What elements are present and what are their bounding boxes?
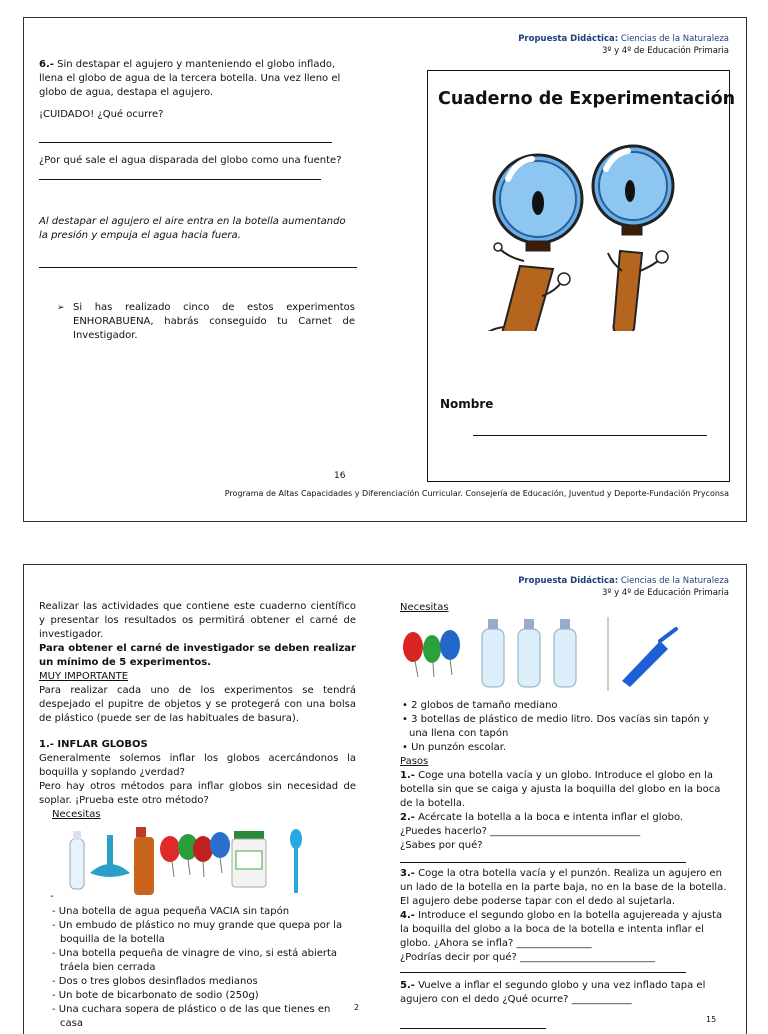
booklet-sheet-top (23, 17, 747, 522)
answer-line (39, 179, 321, 180)
step-3-number: 3.- (400, 868, 415, 879)
page-footer: Programa de Altas Capacidades y Diferenciación Curricular. Consejería de Educación, Juventud y Deporte-Fundación Pryconsa (224, 489, 729, 498)
vinegar-bottle-icon (134, 827, 154, 895)
magnifier-character-right-icon (593, 146, 673, 331)
header-subtitle: 3º y 4º de Educación Primaria (601, 46, 729, 56)
page-header (518, 575, 729, 599)
answer-line (39, 267, 357, 268)
punch-awl-icon (622, 629, 676, 687)
step-2-number: 2.- (400, 812, 415, 823)
material-item: - Un bote de bicarbonato de sodio (250g) (52, 990, 259, 1001)
step-2-text: Acércate la botella a la boca e intenta inflar el globo. (414, 812, 684, 823)
header-title-rest: Ciencias de la Naturaleza (618, 34, 729, 44)
answer-line (39, 142, 332, 143)
balloons-icon (160, 832, 230, 877)
porque-question: ¿Por qué sale el agua disparada del globo como una fuente? (39, 155, 342, 166)
header-title-bold: Propuesta Didáctica: (518, 34, 619, 44)
muy-importante-heading: MUY IMPORTANTE (39, 671, 129, 682)
experiment-1-materials-list (50, 905, 355, 1031)
material-item: • 3 botellas de plástico de medio litro. Dos vacías sin tapón y una llena con tapón (402, 714, 710, 739)
material-item: - Una botella pequeña de vinagre de vino, si está abierta tráela bien cerrada (52, 948, 338, 973)
step-1-text: Coge una botella vacía y un globo. Introduce el globo en la botella sin que se caiga y ajusta la boquilla del globo en la boca de la botella. (400, 770, 721, 809)
experiment-1-paragraph-2: Pero hay otros métodos para inflar globos sin necesidad de soplar. ¡Prueba este otro método? (39, 781, 356, 806)
intro-text: Realizar las actividades que contiene este cuaderno científico y presentar los resultados os permitirá obtener el carné de investigador. (39, 601, 356, 640)
material-item: - Dos o tres globos desinflados medianos (52, 976, 258, 987)
header-subtitle: 3º y 4º de Educación Primaria (601, 588, 729, 598)
question-6-text: Sin destapar el agujero y manteniendo el globo inflado, llena el globo de agua de la tercera botella. Una vez lleno el globo de agua, destapa el agujero. (39, 59, 341, 98)
funnel-icon (90, 835, 130, 877)
spoon-icon (290, 829, 302, 893)
page-15-column (400, 699, 730, 1029)
cover-title: Cuaderno de Experimentación (438, 89, 736, 109)
name-line (473, 435, 707, 436)
congrats-text: Si has realizado cinco de estos experimentos ENHORABUENA, habrás conseguido tu Carnet de Investigador. (73, 302, 355, 341)
step-2-question-1: ¿Puedes hacerlo? ______________________________ (400, 826, 641, 837)
header-title-rest: Ciencias de la Naturaleza (618, 576, 729, 586)
importante-text: Para realizar cada uno de los experimentos se tendrá despejado el pupitre de objetos y se protegerá con una bolsa de plástico (puede ser de las habituales de basura). (39, 685, 356, 724)
arrow-bullet-icon: ➢ (57, 303, 65, 313)
material-item: • 2 globos de tamaño mediano (402, 700, 558, 711)
baking-soda-jar-icon (232, 831, 266, 887)
step-4-question: ¿Podrías decir por qué? ___________________________ (400, 952, 655, 963)
explanation-text: Al destapar el agujero el aire entra en la botella aumentando la presión y empuja el agua hacia fuera. (39, 216, 346, 241)
step-2-question-2: ¿Sabes por qué? (400, 840, 483, 851)
necesitas-heading: Necesitas (400, 602, 449, 613)
step-5-number: 5.- (400, 980, 415, 991)
notebook-cover (427, 70, 736, 482)
requirement-text: Para obtener el carné de investigador se deben realizar un mínimo de 5 experimentos. (39, 643, 356, 668)
necesitas-heading: Necesitas (52, 809, 101, 820)
answer-line (400, 1007, 546, 1029)
name-label: Nombre (440, 397, 494, 411)
experiment-1-paragraph-1: Generalmente solemos inflar los globos acercándonos la boquilla y soplando ¿verdad? (39, 753, 356, 778)
materials-list (400, 699, 730, 755)
step-4-number: 4.- (400, 910, 415, 921)
page-number: 2 (354, 1003, 360, 1012)
page-2-column (39, 600, 356, 822)
plastic-bottles-icon (482, 619, 576, 687)
congrats-bullet (57, 301, 355, 343)
pasos-heading: Pasos (400, 756, 429, 767)
experiment-1-title: 1.- INFLAR GLOBOS (39, 739, 148, 750)
magnifier-character-left-icon (473, 155, 582, 331)
experiment-materials-illustration (400, 615, 700, 695)
header-title-bold: Propuesta Didáctica: (518, 576, 619, 586)
step-1-number: 1.- (400, 770, 415, 781)
step-3-text: Coge la otra botella vacía y el punzón. Realiza un agujero en un lado de la botella en la parte baja, no en la base de la botella. El agujero debe poderse tapar con el dedo al sujetarla. (400, 868, 727, 907)
question-6 (39, 58, 359, 100)
answer-line (400, 853, 686, 863)
experiment-1-materials-illustration (62, 825, 322, 900)
step-5-text: Vuelve a inflar el segundo globo y una vez inflado tapa el agujero con el dedo ¿Qué ocurre? ____________ (400, 980, 706, 1005)
page-number: 15 (706, 1015, 717, 1024)
cuidado-question: ¡CUIDADO! ¿Qué ocurre? (39, 109, 164, 120)
page-header (518, 33, 729, 57)
page-number: 16 (334, 471, 346, 481)
step-4-text: Introduce el segundo globo en la botella agujereada y ajusta la boquilla del globo a la boca de la botella e intenta inflar el globo. ¿Ahora se infla? _______________ (400, 910, 723, 949)
answer-line (400, 965, 686, 973)
material-item: - Una botella de agua pequeña VACIA sin tapón (52, 906, 290, 917)
water-bottle-icon (70, 831, 84, 889)
booklet-sheet-bottom (23, 564, 747, 1034)
balloons-icon (403, 630, 460, 677)
material-item: - Una cuchara sopera de plástico o de las que tienes en casa (52, 1004, 331, 1029)
question-6-number: 6.- (39, 59, 54, 70)
material-item: • Un punzón escolar. (402, 742, 507, 753)
material-item: - Un embudo de plástico no muy grande que quepa por la boquilla de la botella (52, 920, 343, 945)
list-dash: - (50, 891, 54, 902)
magnifier-characters-illustration (428, 131, 728, 331)
